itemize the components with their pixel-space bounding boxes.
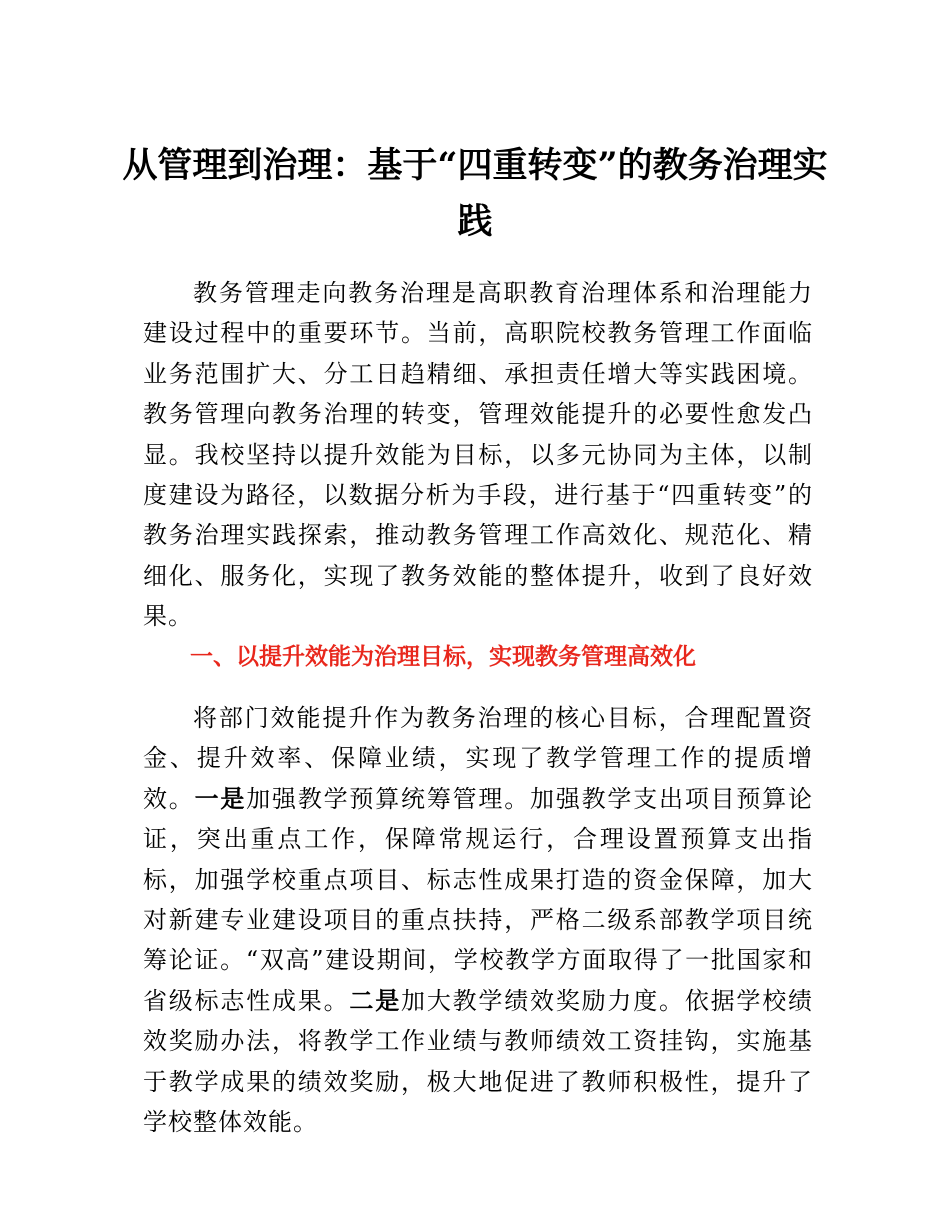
point2-lead: 二是 — [349, 986, 402, 1015]
intro-paragraph: 教务管理走向教务治理是高职教育治理体系和治理能力建设过程中的重要环节。当前，高职院校教务管理工作面临业务范围扩大、分工日趋精细、承担责任增大等实践困境。教务管理向教务治理的转变，管理效能提升的必要性愈发凸显。我校坚持以提升效能为目标，以多元协同为主体，以制度建设为路径，以数据分析为手段，进行基于“四重转变”的教务治理实践探索，推动教务管理工作高效化、规范化、精细化、服务化，实现了教务效能的整体提升，收到了良好效果。 — [143, 279, 813, 631]
section-paragraph — [143, 698, 813, 1142]
document-title: 从管理到治理：基于“四重转变”的教务治理实践 — [122, 145, 828, 242]
section-opening-text: 将部门效能提升作为教务治理的核心目标，合理配置资金、提升效率、保障业绩，实现了教学管理工作的提质增效。 — [143, 704, 813, 813]
section-heading: 一、以提升效能为治理目标，实现教务管理高效化 — [190, 644, 696, 670]
point1-lead: 一是 — [194, 784, 247, 813]
point2-text: 加大教学绩效奖励力度。依据学校绩效奖励办法，将教学工作业绩与教师绩效工资挂钩，实施基于教学成果的绩效奖励，极大地促进了教师积极性，提升了学校整体效能。 — [143, 986, 814, 1137]
point1-text: 加强教学预算统筹管理。加强教学支出项目预算论证，突出重点工作，保障常规运行，合理设置预算支出指标，加强学校重点项目、标志性成果打造的资金保障，加大对新建专业建设项目的重点扶持，严格二级系部教学项目统筹论证。“双高”建设期间，学校教学方面取得了一批国家和省级标志性成果。 — [143, 784, 814, 1015]
